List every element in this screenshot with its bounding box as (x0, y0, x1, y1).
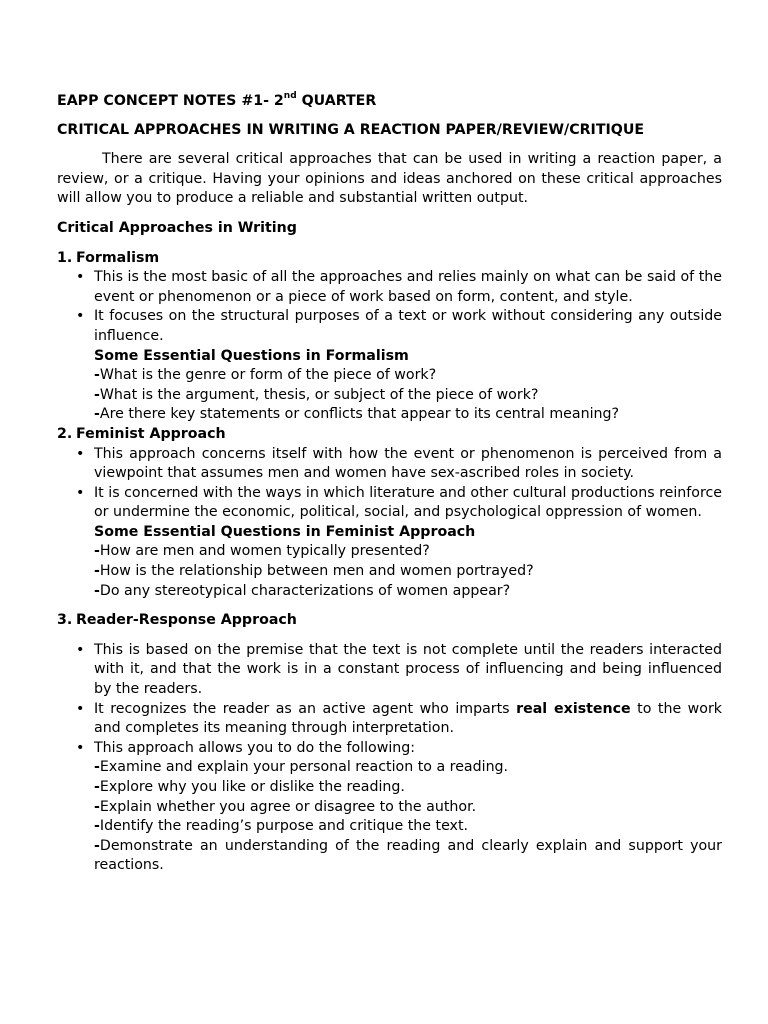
bullet-text: This approach concerns itself with how the event or phenomenon is perceived from a viewpoint that assumes men and women have sex-ascribed roles in society. (94, 445, 722, 482)
approach-1-bullets (57, 268, 722, 346)
bullet-text-after: to the work and completes its meaning through interpretation. (94, 700, 722, 737)
dash-marker: - (94, 818, 100, 835)
action-item (94, 798, 722, 818)
list-item (76, 307, 722, 346)
action-item (94, 778, 722, 798)
bullet-icon: • (76, 308, 85, 325)
question-item (94, 562, 722, 582)
action-text: Explain whether you agree or disagree to the author. (99, 798, 477, 815)
questions-heading: Some Essential Questions in Feminist Approach (94, 523, 476, 540)
action-item (94, 817, 722, 837)
section-title: Critical Approaches in Writing (57, 219, 297, 236)
document-subtitle: CRITICAL APPROACHES IN WRITING A REACTION PAPER/REVIEW/CRITIQUE (57, 121, 645, 138)
approach-3-name: Reader-Response Approach (76, 612, 297, 629)
dash-marker: - (94, 779, 100, 795)
question-item (94, 386, 722, 406)
bullet-text: This is based on the premise that the text is not complete until the readers interacted with it, and that the work is in a constant process of influencing and being influenced by the readers. (94, 641, 722, 698)
question-text: How are men and women typically presented? (99, 543, 430, 560)
approach-2-number: 2. (57, 425, 73, 442)
intro-paragraph: There are several critical approaches that can be used in writing a reaction paper, a review, or a critique. Having your opinions and ideas anchored on these critical approaches will allow you to produce a reliable and substantial written output. (57, 151, 722, 207)
list-item (76, 641, 722, 700)
question-item (94, 582, 722, 602)
bullet-icon: • (76, 484, 85, 501)
dash-marker: - (94, 837, 100, 854)
document-title (57, 92, 722, 112)
approach-3-heading (57, 611, 722, 631)
bullet-text-before: It recognizes the reader as an active agent who imparts (94, 700, 517, 717)
approach-3-number: 3. (57, 612, 73, 629)
title-superscript: nd (283, 91, 297, 102)
dash-marker: - (94, 759, 100, 776)
question-item (94, 405, 722, 425)
action-text: Identify the reading’s purpose and critique the text. (99, 818, 469, 835)
dash-marker: - (94, 386, 100, 403)
action-text: Examine and explain your personal reaction to a reading. (99, 759, 509, 776)
bullet-icon: • (76, 739, 85, 756)
dash-marker: - (94, 582, 100, 599)
action-item (94, 758, 722, 778)
approach-2-name: Feminist Approach (76, 425, 226, 442)
approach-3-bullets (57, 641, 722, 876)
question-text: What is the argument, thesis, or subject of the piece of work? (99, 386, 539, 403)
question-item (94, 366, 722, 386)
title-rest: QUARTER (296, 93, 377, 109)
action-text: Demonstrate an understanding of the reading and clearly explain and support your reactions. (94, 837, 722, 874)
list-item (76, 739, 722, 876)
question-text: How is the relationship between men and women portrayed? (99, 563, 534, 580)
approach-2-questions (57, 523, 722, 601)
approach-1-name: Formalism (76, 249, 160, 266)
dash-marker: - (94, 406, 100, 423)
bullet-text: This is the most basic of all the approaches and relies mainly on what can be said of the event or phenomenon or a piece of work based on form, content, and style. (94, 269, 722, 305)
bullet-icon: • (76, 269, 85, 286)
bullet-text-emphasis: real existence (516, 700, 631, 717)
dash-marker: - (94, 367, 100, 384)
question-text: What is the genre or form of the piece of work? (99, 367, 437, 384)
bullet-text: It focuses on the structural purposes of a text or work without considering any outside influence. (94, 308, 722, 344)
dash-marker: - (94, 543, 100, 560)
approach-1-questions (57, 347, 722, 425)
questions-heading: Some Essential Questions in Formalism (94, 347, 409, 364)
approach-2-bullets (57, 445, 722, 523)
list-item (76, 268, 722, 307)
bullet-text: This approach allows you to do the following: (94, 739, 416, 756)
approach-1-number: 1. (57, 249, 73, 266)
dash-marker: - (94, 563, 100, 580)
list-item (76, 484, 722, 523)
bullet-icon: • (76, 641, 85, 658)
question-text: Are there key statements or conflicts that appear to its central meaning? (99, 406, 620, 423)
question-text: Do any stereotypical characterizations of women appear? (99, 582, 511, 599)
bullet-text: It is concerned with the ways in which literature and other cultural productions reinforce or undermine the economic, political, social, and psychological oppression of women. (94, 484, 722, 521)
approach-2-heading (57, 425, 722, 445)
dash-marker: - (94, 798, 100, 815)
action-item (94, 837, 722, 876)
bullet-icon: • (76, 445, 85, 462)
list-item (76, 445, 722, 484)
question-item (94, 542, 722, 562)
approach-1-heading (57, 249, 722, 269)
bullet-icon: • (76, 700, 85, 717)
title-main: EAPP CONCEPT NOTES #1- 2 (57, 93, 284, 109)
action-text: Explore why you like or dislike the reading. (99, 779, 405, 795)
list-item (76, 700, 722, 739)
